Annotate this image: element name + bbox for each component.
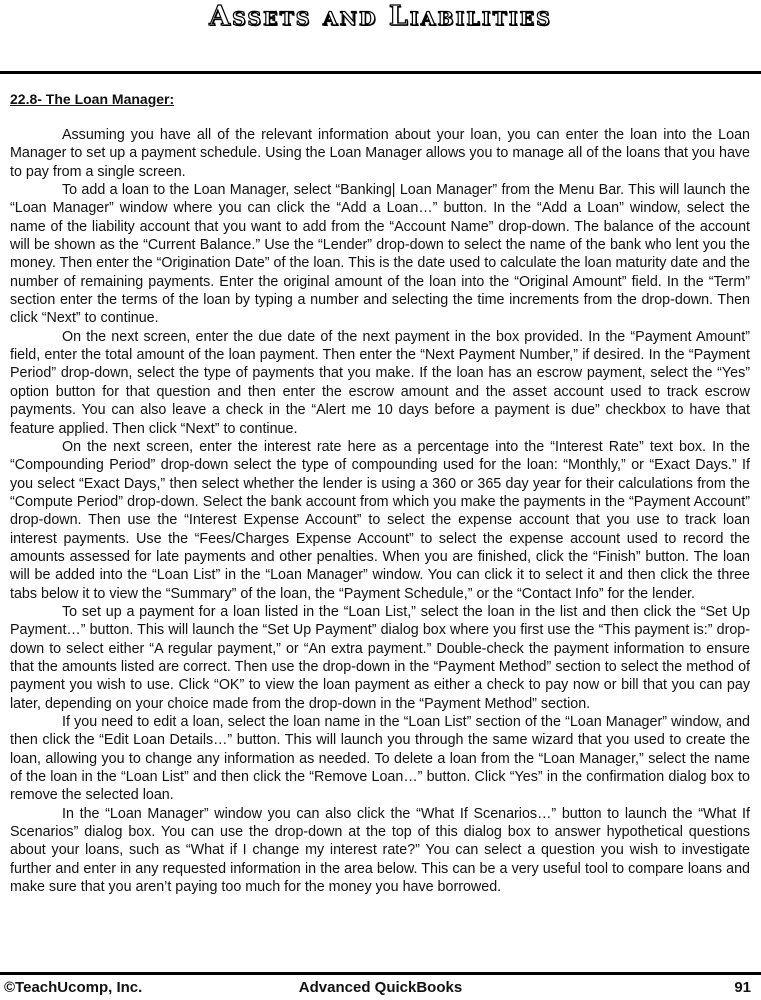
- page-title: Assets and Liabilities: [209, 1, 552, 32]
- section-heading: 22.8- The Loan Manager:: [10, 91, 175, 107]
- body-text: [10, 126, 750, 896]
- page-footer: [0, 972, 761, 1000]
- paragraph-interest-rate: On the next screen, enter the interest rate here as a percentage into the “Interest Rate” text box. In the “Compounding Period” drop-down select the type of compounding used for the loan: “Monthly,” or “Exact Days.” If you select “Exact Days,” then select whether the lender is using a 360 or 365 day year for their calculations from the “Compute Period” drop-down. Select the bank account from which you make the payments in the “Payment Account” drop-down. Then use the “Interest Expense Account” to select the expense account that you use to track loan interest payments. Use the “Fees/Charges Expense Account” to select the expense account used to record the amounts assessed for late payments and other penalties. When you are finished, click the “Finish” button. The loan will be added into the “Loan List” in the “Loan Manager” window. You can click it to select it and then click the three tabs below it to view the “Summary” of the loan, the “Payment Schedule,” or the “Contact Info” for the lender.: [10, 438, 750, 602]
- page-header: [0, 0, 761, 74]
- paragraph-set-up-payment: To set up a payment for a loan listed in the “Loan List,” select the loan in the list and then click the “Set Up Payment…” button. This will launch the “Set Up Payment” dialog box where you first use the “This payment is:” drop-down to select either “A regular payment,” or “An extra payment.” Double-check the payment information to ensure that the amounts listed are correct. Then use the drop-down in the “Payment Method” section to select the method of payment you wish to use. Click “OK” to view the loan payment as either a check to pay now or bill that you can pay later, depending on your choice made from the drop-down in the “Payment Method” section.: [10, 603, 750, 712]
- paragraph-payment-info: On the next screen, enter the due date of the next payment in the box provided. In the “Payment Amount” field, enter the total amount of the loan payment. Then enter the “Next Payment Number,” if desired. In the “Payment Period” drop-down, select the type of payments that you make. If the loan has an escrow payment, select the “Yes” option button for that question and then enter the escrow amount and the asset account used to track escrow payments. You can also leave a check in the “Alert me 10 days before a payment is due” checkbox to have that feature applied. Then click “Next” to continue.: [10, 328, 750, 437]
- footer-book-title: Advanced QuickBooks: [298, 979, 463, 996]
- footer-copyright: ©TeachUcomp, Inc.: [4, 979, 143, 996]
- paragraph-add-loan: To add a loan to the Loan Manager, select “Banking| Loan Manager” from the Menu Bar. This will launch the “Loan Manager” window where you can click the “Add a Loan…” button. In the “Add a Loan” window, select the name of the liability account that you want to add from the “Account Name” drop-down. The balance of the account will be shown as the “Current Balance.” Use the “Lender” drop-down to select the name of the bank who lent you the money. Then enter the “Origination Date” of the loan. This is the date used to calculate the loan maturity date and the number of remaining payments. Enter the original amount of the loan into the “Original Amount” field. In the “Term” section enter the terms of the loan by typing a number and selecting the time increments from the drop-down. Then click “Next” to continue.: [10, 182, 750, 327]
- page-number: 91: [734, 979, 751, 996]
- paragraph-what-if: In the “Loan Manager” window you can also click the “What If Scenarios…” button to launch the “What If Scenarios” dialog box. You can use the drop-down at the top of this dialog box to answer hypothetical questions about your loans, such as “What if I change my interest rate?” You can select a question you wish to investigate further and enter in any requested information in the area below. This can be a very useful tool to compare loans and make sure that you aren’t paying too much for the money you have borrowed.: [10, 805, 750, 896]
- paragraph-edit-loan: If you need to edit a loan, select the loan name in the “Loan List” section of the “Loan Manager” window, and then click the “Edit Loan Details…” button. This will launch you through the same wizard that you used to create the loan, allowing you to change any information as needed. To delete a loan from the “Loan Manager,” select the name of the loan in the “Loan List” and then click the “Remove Loan…” button. Click “Yes” in the confirmation dialog box to remove the selected loan.: [10, 714, 750, 804]
- paragraph-intro: Assuming you have all of the relevant information about your loan, you can enter the loan into the Loan Manager to set up a payment schedule. Using the Loan Manager allows you to manage all of the loans that you have to pay from a single screen.: [10, 127, 750, 180]
